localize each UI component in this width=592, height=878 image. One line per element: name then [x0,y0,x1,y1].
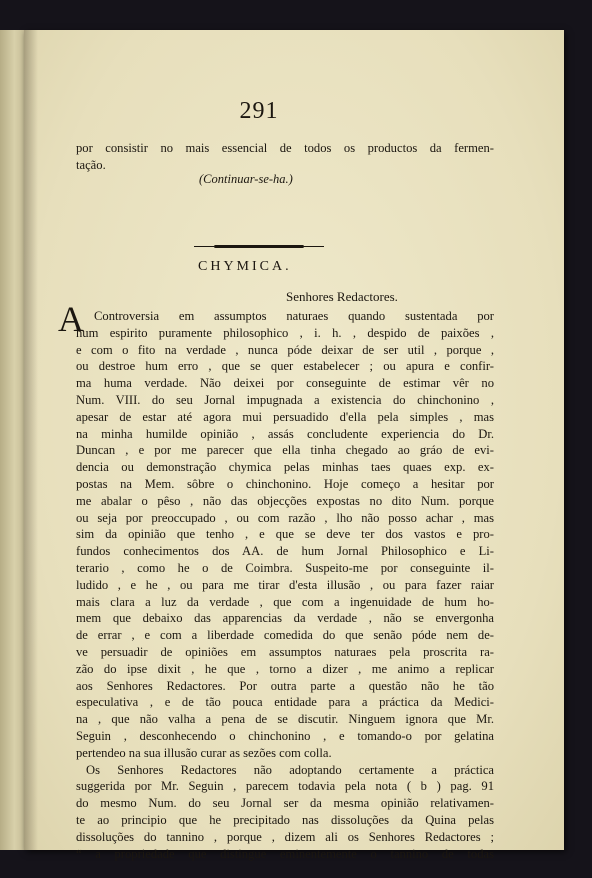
text-line: te ao principio que he precipitado nas dissoluções da Quina pelas [76,813,494,827]
text-line: fundos conhecimentos dos AA. de hum Jornal Philosophico e Li- [76,544,494,559]
text-line: na minha humilde opinião , assás concludente experiencia do Dr. [76,426,494,441]
text-line: mais clara a luz da verdade , que com a ingenuidade de hum ho- [76,594,494,609]
continuation-note: (Continuar-se-ha.) [199,172,293,186]
text-line: zão do ipse dixit , he que , torno a dizer , me animo a replicar [76,661,494,676]
section-divider [214,245,304,248]
text-line: Os Senhores Redactores não adoptando certamente a práctica [86,762,494,777]
text-line: me abalar o pêso , não das objecções expostas no dito Num. porque [76,493,494,508]
text-line: dissoluções do tannino , porque , dizem ali os Senhores Redactores ; [76,829,494,844]
text-line: “ a propriedade que distingue eminentemente o tannino de todas [76,846,494,861]
text-line: Num. VIII. do seu Jornal impugnada a existencia do chinchonino , [76,393,494,407]
text-line: tação. [76,158,106,172]
salutation: Senhores Redactores. [286,289,398,304]
text-line: ve persuadir de opiniões em assumptos naturaes pela proscrita ra- [76,645,494,659]
text-line: sim da opinião que tenho , e que se deve ter dos vastos e pro- [76,527,494,542]
text-line: na , que não valha a pena de se discutir. Ninguem ignora que Mr. [76,712,494,727]
drop-cap: A [58,299,84,339]
facing-page-edge [0,30,25,850]
text-line: por consistir no mais essencial de todos os productos da fermen- [76,141,494,155]
text-line: Seguin , desconhecendo o chinchonino , e tomando-o por gelatina [76,729,494,743]
text-line: ou seja por preoccupado , ou com razão , lho não posso achar , mas [76,510,494,525]
text-line: mem que debaixo das apparencias da verdade , não se envergonha [76,611,494,626]
text-line: de errar , e com a liberdade comedida do que senão póde nem de- [76,628,494,643]
book-page [24,30,564,861]
text-line: ma huma verdade. Não deixei por conseguinte de estimar vêr no [76,376,494,391]
text-line: terario , como he o de Coimbra. Suspeito-me por conseguinte il- [76,561,494,575]
section-title: CHYMICA. [198,259,292,274]
text-line: hum espirito puramente philosophico , i. h. , despido de paixões , [76,325,494,340]
text-line: ludido , e he , ou para me tirar d'esta illusão , ou para fazer raiar [76,577,494,592]
text-line: postas na Mem. sôbre o chinchonino. Hoje começo a hesitar por [76,477,494,491]
text-line: Controversia em assumptos naturaes quando sustentada por [94,309,494,323]
text-line: Duncan , e por me parecer que ella tinha chegado ao gráo de evi- [76,443,494,458]
gutter-shadow [24,30,38,850]
text-line: aos Senhores Redactores. Por outra parte a questão não he tão [76,678,494,693]
text-line: dencia ou demonstração chymica pelas minhas taes quaes exp. ex- [76,460,494,475]
text-line: ou destroe hum erro , que se quer estabelecer ; ou apura e confir- [76,359,494,374]
text-line: suggerida por Mr. Seguin , parecem todavia pela nota ( b ) pag. 91 [76,779,494,794]
text-line: do mesmo Num. do seu Jornal ser da mesma opinião relativamen- [76,796,494,811]
text-line: apesar de estar até agora mui persuadido d'ella pela simples , mas [76,409,494,424]
page-number: 291 [239,98,279,124]
text-line: pertendeo na sua illusão curar as sezões com colla. [76,745,332,760]
text-line: e com o fito na verdade , nunca póde deixar de ser util , porque , [76,342,494,357]
text-line: especulativa , e de tão pouca entidade para a práctica da Medici- [76,695,494,710]
